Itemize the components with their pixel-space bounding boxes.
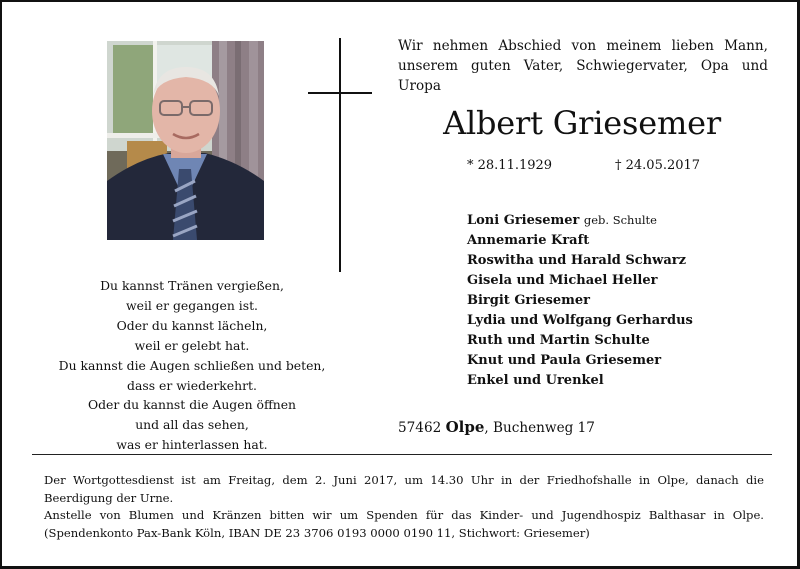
family-member: Annemarie Kraft xyxy=(467,233,590,248)
deceased-name: Albert Griesemer xyxy=(443,104,721,142)
intro-text xyxy=(398,36,768,96)
poem-line: weil er gegangen ist. xyxy=(126,297,258,313)
poem-line: und all das sehen, xyxy=(135,417,249,433)
address-zip: 57462 xyxy=(398,420,442,436)
family-member: Ruth und Martin Schulte xyxy=(467,333,650,348)
family-member: Birgit Griesemer xyxy=(467,293,590,308)
poem-line: dass er wiederkehrt. xyxy=(127,377,257,393)
cross-icon xyxy=(339,38,341,272)
donation-info: Anstelle von Blumen und Kränzen bitten wir um Spenden für das Kinder- und Jugendhospiz Balthasar in Olpe. (Spendenkonto Pax-Bank Köln, IBAN DE 23 3706 0193 0000 0190 11, Stichwort: Griesemer) xyxy=(44,508,764,540)
family-member: Knut und Paula Griesemer xyxy=(467,353,662,368)
family-member-note: geb. Schulte xyxy=(583,213,657,227)
intro-line: unserem guten Vater, Schwiegervater, Opa und Uropa xyxy=(398,58,768,94)
cross-icon-bar xyxy=(308,92,372,94)
address-street: , Buchenweg 17 xyxy=(484,420,595,436)
family-member xyxy=(467,210,787,231)
poem-line: was er hinterlassen hat. xyxy=(116,437,268,453)
death-date: † 24.05.2017 xyxy=(615,158,701,173)
poem-line: Du kannst die Augen schließen und beten, xyxy=(58,357,326,373)
poem xyxy=(42,276,342,455)
divider xyxy=(32,454,772,455)
intro-line: Wir nehmen Abschied von meinem lieben Mann, xyxy=(398,38,768,54)
address xyxy=(398,417,698,438)
poem-line: Oder du kannst die Augen öffnen xyxy=(87,397,297,413)
birth-date: * 28.11.1929 xyxy=(467,158,553,173)
poem-line: weil er gelebt hat. xyxy=(134,337,250,353)
footer-notice xyxy=(44,472,764,542)
family-member: Enkel und Urenkel xyxy=(467,373,604,388)
family-list xyxy=(467,210,787,391)
poem-line: Du kannst Tränen vergießen, xyxy=(100,278,284,293)
family-member: Lydia und Wolfgang Gerhardus xyxy=(467,313,693,328)
portrait-photo xyxy=(107,41,264,240)
family-member-name: Loni Griesemer xyxy=(467,213,580,228)
address-city: Olpe xyxy=(445,418,485,436)
family-member: Roswitha und Harald Schwarz xyxy=(467,253,686,268)
service-info: Der Wortgottesdienst ist am Freitag, dem 2. Juni 2017, um 14.30 Uhr in der Friedhofshalle in Olpe, danach die Beerdigung der Urne. xyxy=(44,473,764,505)
family-member: Gisela und Michael Heller xyxy=(467,273,658,288)
poem-line: Oder du kannst lächeln, xyxy=(116,317,268,333)
